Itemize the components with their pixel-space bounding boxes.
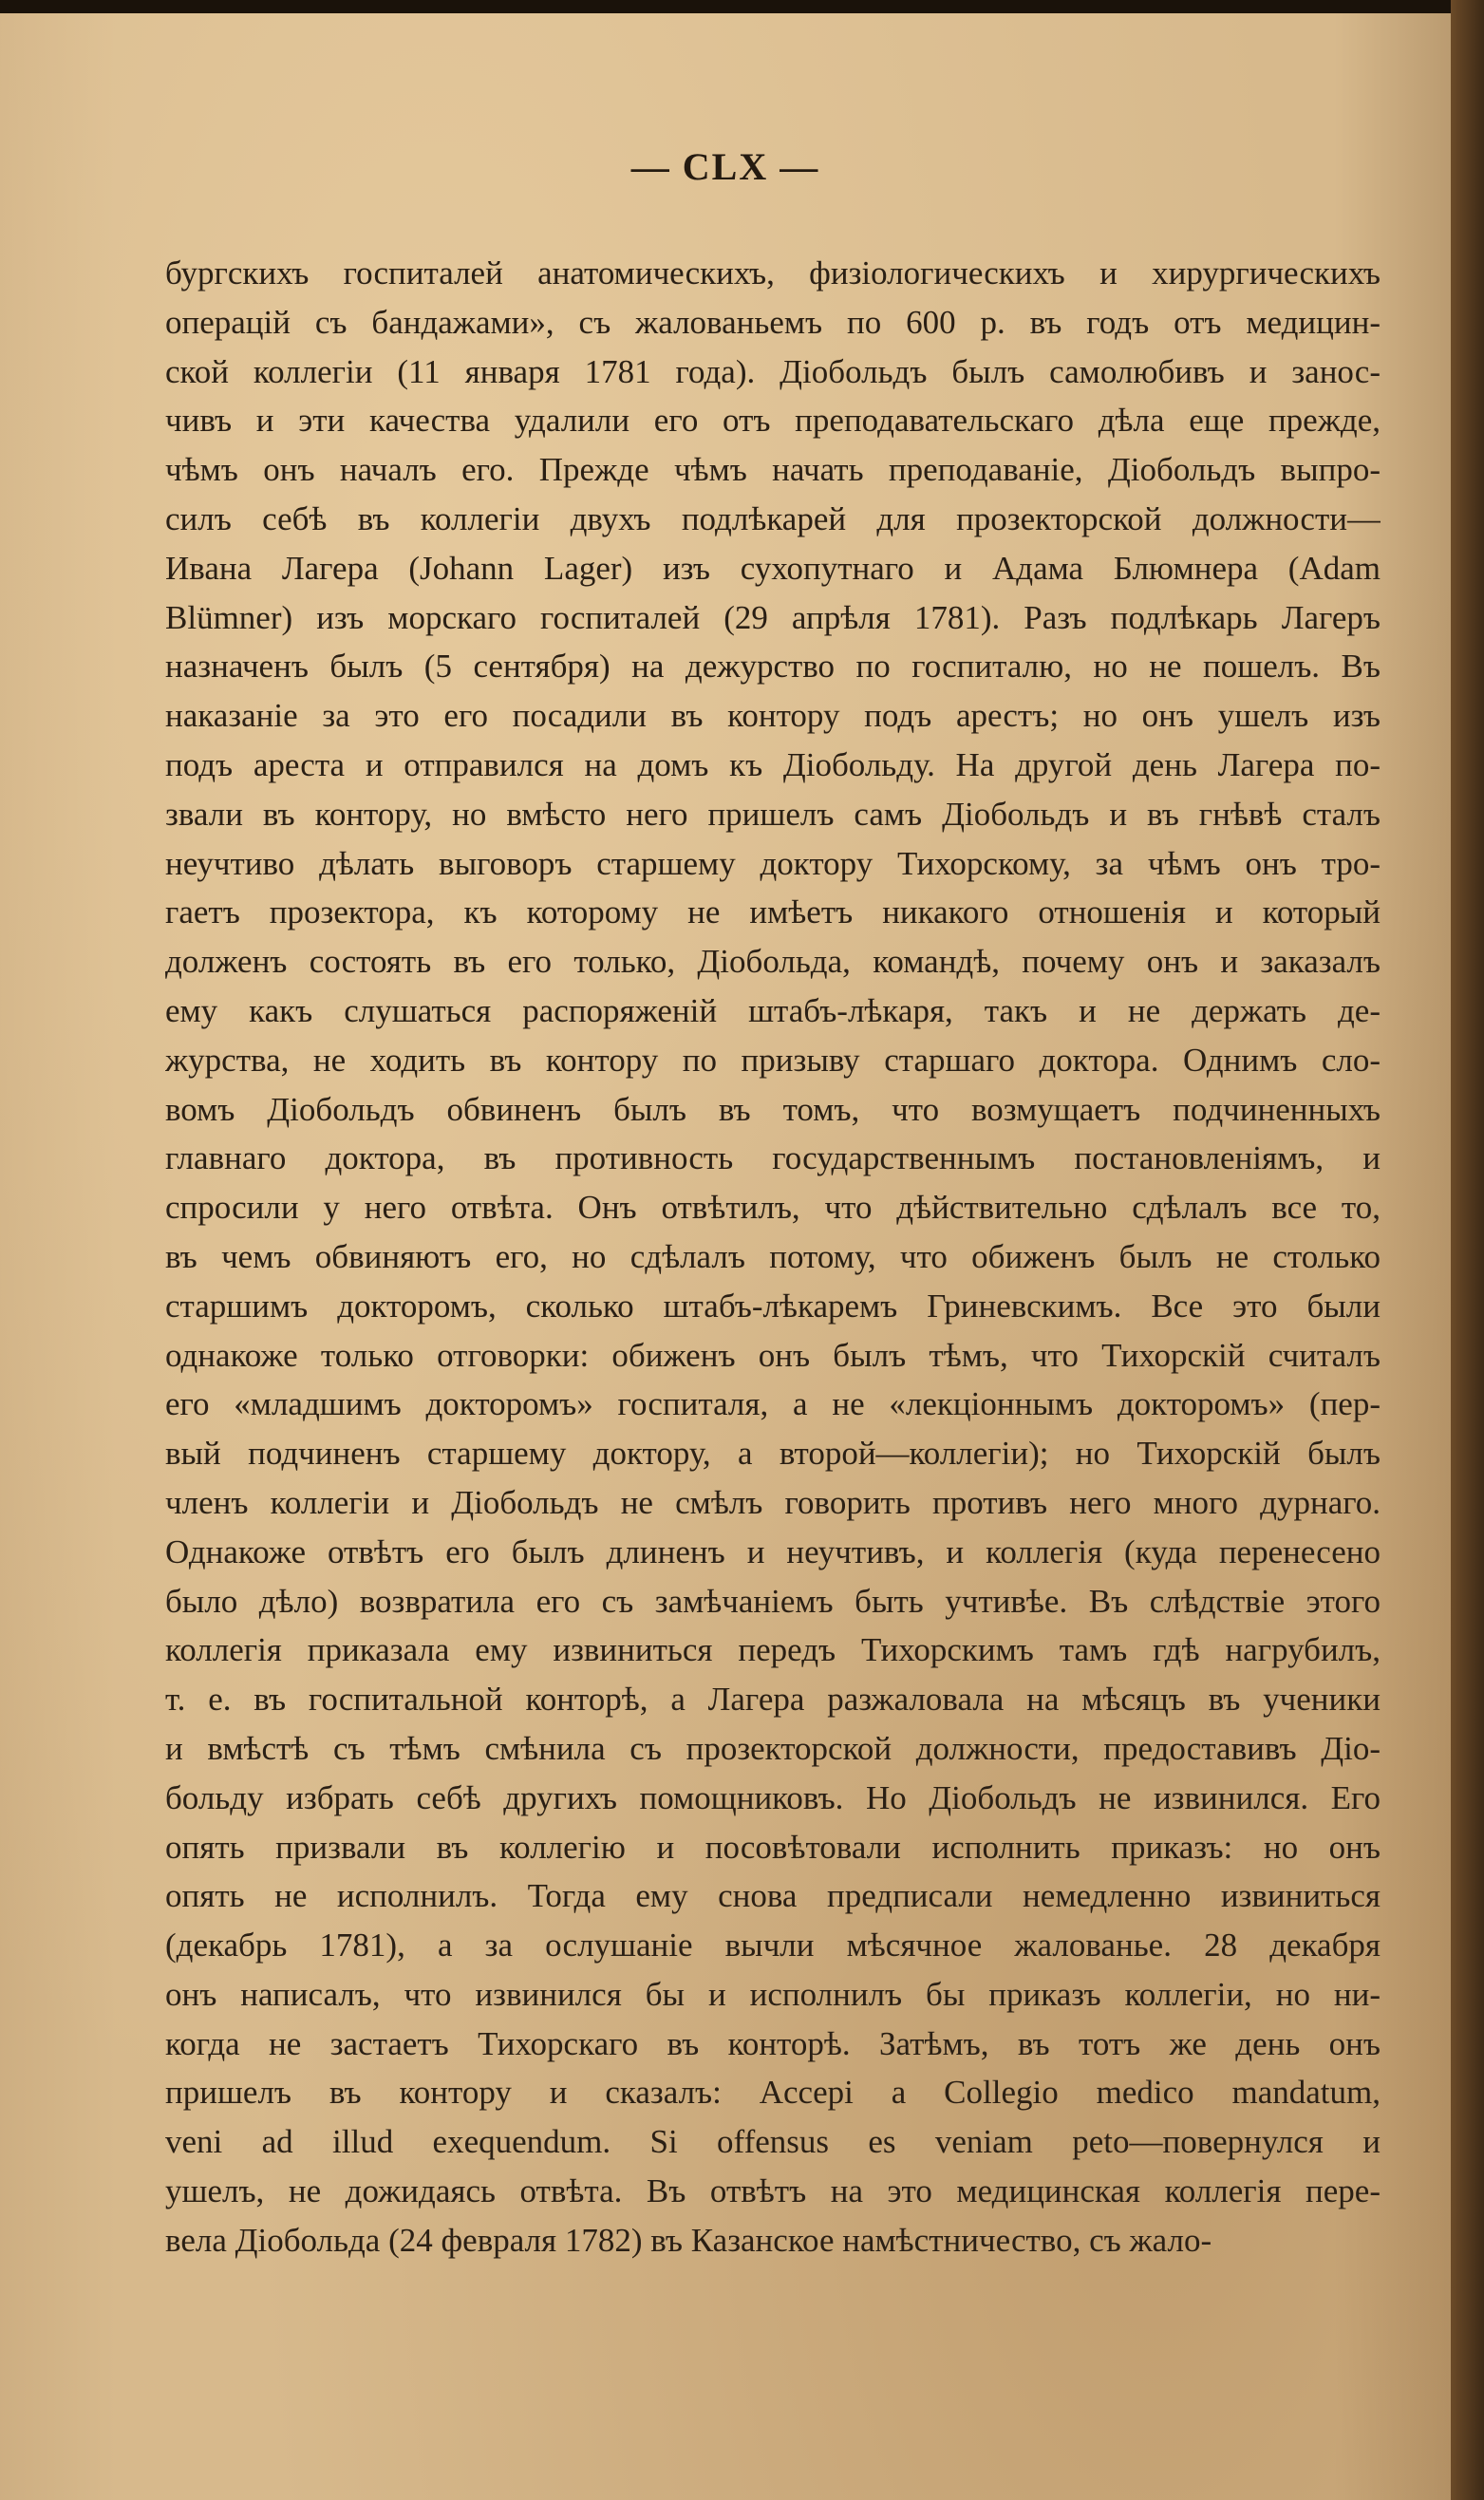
text-line: пришелъ въ контору и сказалъ: Accepi a Collegio medico mandatum, — [165, 2074, 1381, 2112]
text-line: ему какъ слушаться распоряженій штабъ-лѣкаря, такъ и не держать де- — [165, 991, 1381, 1029]
text-line: журства, не ходить въ контору по призыву старшаго доктора. Однимъ сло- — [165, 1041, 1381, 1079]
text-line: неучтиво дѣлать выговоръ старшему доктору Тихорскому, за чѣмъ онъ тро- — [165, 844, 1381, 882]
text-line: вый подчиненъ старшему доктору, а второй—коллегіи); но Тихорскій былъ — [165, 1435, 1381, 1473]
text-line: veni ad illud exequendum. Si offensus es veniam peto—повернулся и — [165, 2123, 1381, 2161]
text-line: вомъ Діобольдъ обвиненъ былъ въ томъ, что возмущаетъ подчиненныхъ — [165, 1090, 1381, 1128]
text-line: гаетъ прозектора, къ которому не имѣетъ никакого отношенія и который — [165, 893, 1381, 931]
text-line: опять призвали въ коллегію и посовѣтовали исполнить приказъ: но онъ — [165, 1828, 1381, 1866]
text-line: членъ коллегіи и Діобольдъ не смѣлъ говорить противъ него много дурнаго. — [165, 1483, 1381, 1521]
text-line: (декабрь 1781), а за ослушаніе вычли мѣсячное жалованье. 28 декабря — [165, 1927, 1381, 1964]
text-line: онъ написалъ, что извинился бы и исполнилъ бы приказъ коллегіи, но ни- — [165, 1975, 1381, 2013]
text-line: старшимъ докторомъ, сколько штабъ-лѣкаремъ Гриневскимъ. Все это были — [165, 1287, 1381, 1325]
text-line: ской коллегіи (11 января 1781 года). Діобольдъ былъ самолюбивъ и занос- — [165, 352, 1381, 390]
text-line: наказаніе за это его посадили въ контору подъ арестъ; но онъ ушелъ изъ — [165, 697, 1381, 735]
text-line: силъ себѣ въ коллегіи двухъ подлѣкарей для прозекторской должности— — [165, 499, 1381, 537]
text-line: звали въ контору, но вмѣсто него пришелъ самъ Діобольдъ и въ гнѣвѣ сталъ — [165, 795, 1381, 833]
text-line: больду избрать себѣ другихъ помощниковъ. Но Діобольдъ не извинился. Его — [165, 1778, 1381, 1816]
text-line: ушелъ, не дожидаясь отвѣта. Въ отвѣтъ на это медицинская коллегія пере- — [165, 2172, 1381, 2210]
text-line: Ивана Лагера (Johann Lager) изъ сухопутнаго и Адама Блюмнера (Adam — [165, 549, 1381, 587]
text-line: Blümner) изъ морскаго госпиталей (29 апрѣля 1781). Разъ подлѣкарь Лагеръ — [165, 598, 1381, 636]
text-line: долженъ состоять въ его только, Діобольда, командѣ, почему онъ и заказалъ — [165, 943, 1381, 981]
text-line: операцій съ бандажами», съ жалованьемъ по 600 р. въ годъ отъ медицин- — [165, 303, 1381, 341]
text-line: его «младшимъ докторомъ» госпиталя, а не «лекціоннымъ докторомъ» (пер- — [165, 1385, 1381, 1423]
text-line: въ чемъ обвиняютъ его, но сдѣлалъ потому, что обиженъ былъ не столько — [165, 1237, 1381, 1275]
book-page — [0, 13, 1451, 2500]
text-line: коллегія приказала ему извиниться передъ Тихорскимъ тамъ гдѣ нагрубилъ, — [165, 1631, 1381, 1669]
scan-top-edge — [0, 0, 1484, 13]
text-line: Однакоже отвѣтъ его былъ длиненъ и неучтивъ, и коллегія (куда перенесено — [165, 1532, 1381, 1570]
page-header: — CLX — — [630, 145, 820, 188]
text-line: когда не застаетъ Тихорскаго въ конторѣ. Затѣмъ, въ тотъ же день онъ — [165, 2024, 1381, 2062]
text-line: подъ ареста и отправился на домъ къ Діобольду. На другой день Лагера по- — [165, 745, 1381, 783]
text-line: однакоже только отговорки: обиженъ онъ былъ тѣмъ, что Тихорскій считалъ — [165, 1336, 1381, 1374]
text-line: назначенъ былъ (5 сентября) на дежурство по госпиталю, но не пошелъ. Въ — [165, 648, 1381, 686]
text-line: опять не исполнилъ. Тогда ему снова предписали немедленно извиниться — [165, 1877, 1381, 1915]
text-line: т. е. въ госпитальной конторѣ, а Лагера разжаловала на мѣсяцъ въ ученики — [165, 1681, 1381, 1719]
text-line: было дѣло) возвратила его съ замѣчаніемъ быть учтивѣе. Въ слѣдствіе этого — [165, 1582, 1381, 1620]
book-binding-edge — [1451, 0, 1484, 2500]
body-text — [165, 249, 1381, 2265]
text-line: вела Діобольда (24 февраля 1782) въ Казанское намѣстничество, съ жало- — [165, 2221, 1212, 2259]
text-line: и вмѣстѣ съ тѣмъ смѣнила съ прозекторской должности, предоставивъ Діо- — [165, 1729, 1381, 1767]
text-line: спросили у него отвѣта. Онъ отвѣтилъ, что дѣйствительно сдѣлалъ все то, — [165, 1189, 1381, 1227]
text-line: бургскихъ госпиталей анатомическихъ, физіологическихъ и хирургическихъ — [165, 254, 1381, 291]
text-line: чѣмъ онъ началъ его. Прежде чѣмъ начать преподаваніе, Діобольдъ выпро- — [165, 451, 1381, 489]
text-line: главнаго доктора, въ противность государственнымъ постановленіямъ, и — [165, 1139, 1381, 1177]
text-line: чивъ и эти качества удалили его отъ преподавательскаго дѣла еще прежде, — [165, 402, 1381, 440]
